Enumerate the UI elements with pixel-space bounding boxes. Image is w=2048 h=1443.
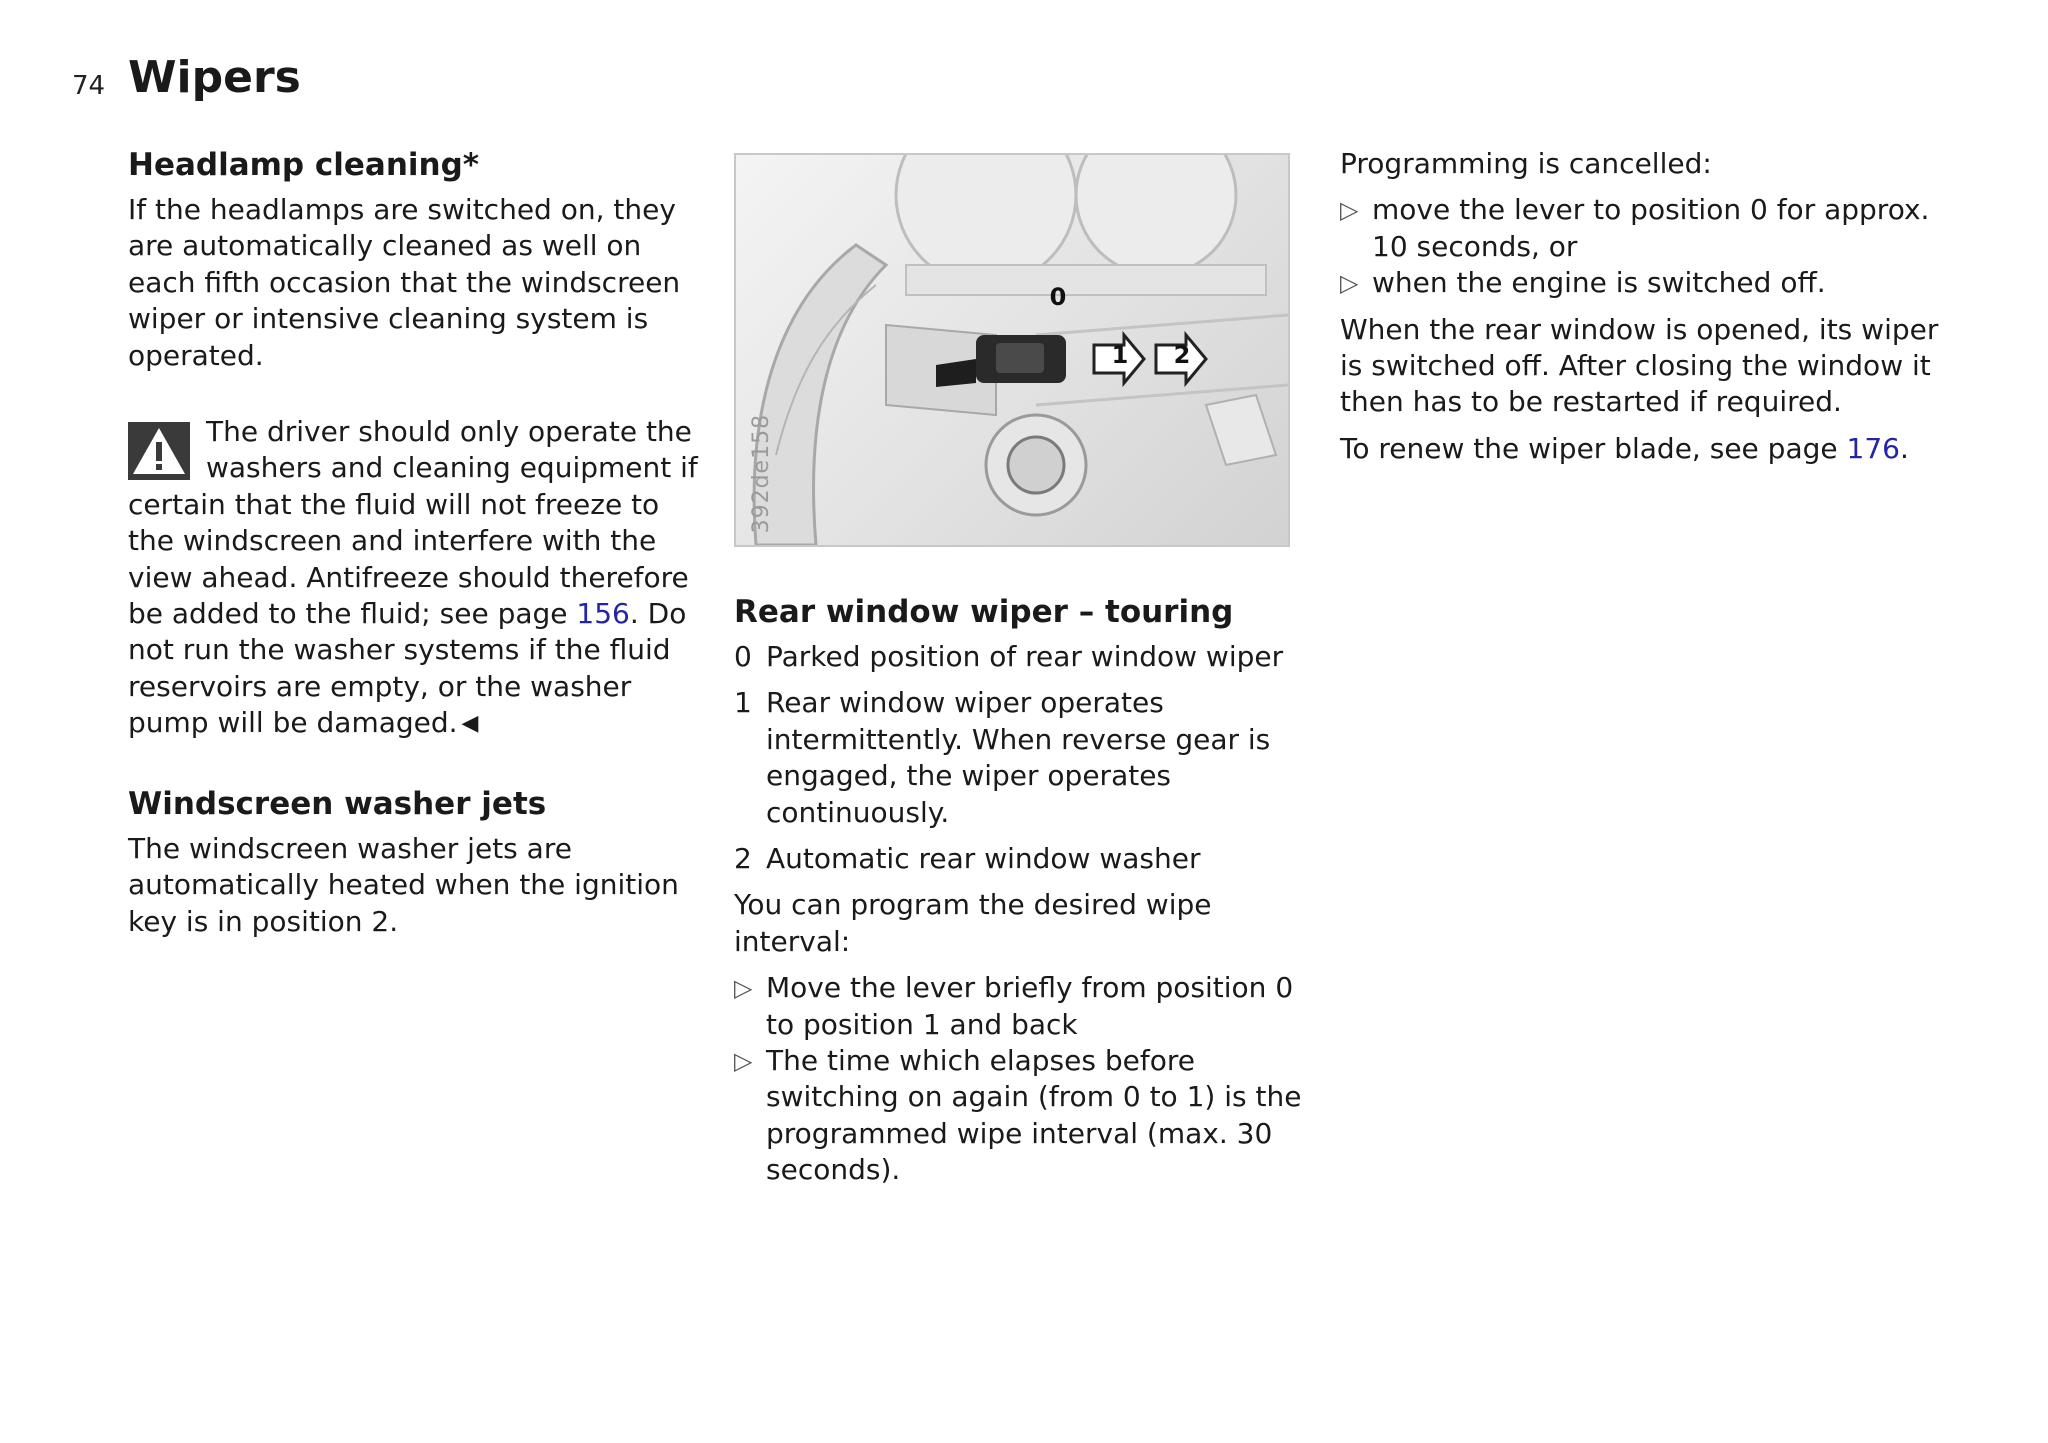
renew-note	[1340, 431, 1960, 467]
renew-text: To renew the wiper blade, see page	[1340, 431, 1847, 465]
list-item	[734, 970, 1319, 1043]
renew-text-end: .	[1899, 431, 1909, 465]
jets-body: The windscreen washer jets are automatically heated when the ignition key is in position 2.	[128, 831, 679, 938]
figure-label-1: 1	[1111, 341, 1129, 369]
bullet-arrow-icon: ▷	[734, 1047, 753, 1076]
figure-label-2: 2	[1173, 341, 1191, 369]
figure-code: 392de158	[749, 413, 774, 533]
list-item	[1340, 192, 1960, 265]
rear-positions-list	[734, 639, 1319, 877]
list-item	[734, 685, 1319, 831]
cancel-intro: Programming is cancelled:	[1340, 147, 1712, 180]
column-middle	[734, 153, 1319, 1199]
wiper-lever-illustration	[734, 153, 1290, 547]
headlamp-body: If the headlamps are switched on, they are automatically cleaned as well on each fifth occasion that the windscreen wiper or intensive cleaning system is operated.	[128, 193, 681, 372]
rear-open-note: When the rear window is opened, its wiper is switched off. After closing the window it then has to be restarted if required.	[1340, 312, 1939, 419]
item-number: 0	[734, 640, 752, 673]
warning-note	[128, 414, 713, 743]
step-text: move the lever to position 0 for approx. 10 seconds, or	[1372, 193, 1930, 263]
cancel-steps-list	[1340, 192, 1960, 301]
program-intro: You can program the desired wipe interval:	[734, 888, 1212, 958]
page-link-176[interactable]: 176	[1846, 431, 1900, 465]
jets-heading: Windscreen washer jets	[128, 785, 547, 822]
item-number: 1	[734, 686, 752, 720]
item-number: 2	[734, 842, 752, 876]
bullet-arrow-icon: ▷	[734, 974, 753, 1003]
rear-heading: Rear window wiper – touring	[734, 594, 1234, 630]
step-text: The time which elapses before switching on again (from 0 to 1) is the programmed wipe interval (max. 30 seconds).	[766, 1044, 1302, 1187]
page-title: Wipers	[128, 52, 301, 103]
item-text: Rear window wiper operates intermittently. When reverse gear is engaged, the wiper operates continuously.	[766, 686, 1271, 829]
column-right	[1340, 146, 1960, 477]
list-item	[734, 1043, 1319, 1189]
figure-label-0: 0	[1049, 283, 1067, 311]
item-text: Automatic rear window washer	[766, 842, 1201, 876]
warning-text: The driver should only operate the washers and cleaning equipment if certain that the fluid will not freeze to the windscreen and interfere with the view ahead. Antifreeze should therefore be added to the fluid; see page	[128, 415, 698, 631]
item-text: Parked position of rear window wiper	[766, 640, 1284, 673]
step-text: when the engine is switched off.	[1372, 266, 1826, 300]
bullet-arrow-icon: ▷	[1340, 196, 1359, 225]
lever-drawing	[736, 155, 1288, 545]
list-item	[734, 841, 1319, 877]
list-item	[734, 639, 1319, 675]
step-text: Move the lever briefly from position 0 to position 1 and back	[766, 971, 1294, 1041]
warning-text-end: . Do not run the washer systems if the fluid reservoirs are empty, or the washer pump will be damaged.	[128, 597, 687, 740]
warning-triangle-icon	[128, 422, 190, 480]
bullet-arrow-icon: ▷	[1340, 269, 1359, 298]
page-link-156[interactable]: 156	[576, 597, 630, 631]
program-steps-list	[734, 970, 1319, 1188]
end-marker-icon: ◀	[461, 711, 479, 737]
headlamp-heading: Headlamp cleaning*	[128, 147, 480, 183]
column-left	[128, 146, 713, 950]
list-item	[1340, 265, 1960, 301]
page-number: 74	[72, 71, 106, 101]
